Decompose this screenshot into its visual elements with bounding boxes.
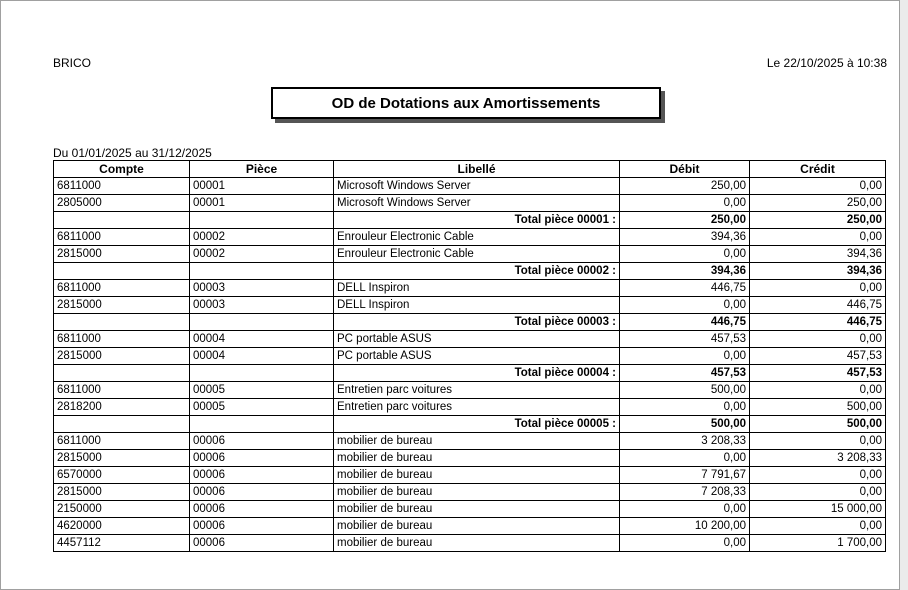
cell-debit: 394,36 [620, 229, 750, 246]
total-label: Total pièce 00004 : [334, 365, 620, 382]
cell-debit: 0,00 [620, 501, 750, 518]
cell-piece: 00006 [190, 450, 334, 467]
table-row [54, 399, 886, 416]
cell-piece: 00003 [190, 297, 334, 314]
cell-debit: 0,00 [620, 399, 750, 416]
cell-compte: 2815000 [54, 297, 190, 314]
cell-piece: 00006 [190, 501, 334, 518]
table-row [54, 450, 886, 467]
cell-piece: 00002 [190, 246, 334, 263]
cell-piece: 00006 [190, 433, 334, 450]
cell-credit: 3 208,33 [750, 450, 886, 467]
table-row [54, 246, 886, 263]
cell-credit: 394,36 [750, 246, 886, 263]
table-header-row [54, 161, 886, 178]
total-debit: 250,00 [620, 212, 750, 229]
table-row [54, 195, 886, 212]
total-label: Total pièce 00005 : [334, 416, 620, 433]
cell-compte: 6570000 [54, 467, 190, 484]
table-row [54, 178, 886, 195]
cell-compte: 2815000 [54, 450, 190, 467]
cell-compte: 6811000 [54, 178, 190, 195]
cell-debit: 7 791,67 [620, 467, 750, 484]
column-header-debit: Débit [620, 161, 750, 178]
report-title-box [271, 87, 661, 119]
total-debit: 446,75 [620, 314, 750, 331]
total-spacer-compte [54, 365, 190, 382]
column-header-compte: Compte [54, 161, 190, 178]
column-header-piece: Pièce [190, 161, 334, 178]
cell-debit: 446,75 [620, 280, 750, 297]
cell-piece: 00004 [190, 331, 334, 348]
cell-credit: 0,00 [750, 280, 886, 297]
table-row [54, 433, 886, 450]
total-spacer-piece [190, 212, 334, 229]
cell-credit: 0,00 [750, 484, 886, 501]
cell-debit: 250,00 [620, 178, 750, 195]
cell-compte: 6811000 [54, 280, 190, 297]
cell-libelle: mobilier de bureau [334, 535, 620, 552]
cell-credit: 446,75 [750, 297, 886, 314]
cell-compte: 4620000 [54, 518, 190, 535]
total-spacer-piece [190, 263, 334, 280]
cell-credit: 500,00 [750, 399, 886, 416]
cell-piece: 00001 [190, 178, 334, 195]
table-row [54, 501, 886, 518]
total-spacer-piece [190, 416, 334, 433]
cell-credit: 1 700,00 [750, 535, 886, 552]
total-credit: 250,00 [750, 212, 886, 229]
total-row [54, 365, 886, 382]
total-row [54, 263, 886, 280]
cell-piece: 00006 [190, 484, 334, 501]
cell-libelle: DELL Inspiron [334, 280, 620, 297]
cell-credit: 0,00 [750, 518, 886, 535]
total-credit: 500,00 [750, 416, 886, 433]
cell-piece: 00006 [190, 535, 334, 552]
cell-libelle: mobilier de bureau [334, 467, 620, 484]
cell-libelle: Entretien parc voitures [334, 399, 620, 416]
cell-debit: 0,00 [620, 246, 750, 263]
cell-debit: 457,53 [620, 331, 750, 348]
total-spacer-compte [54, 314, 190, 331]
table-row [54, 280, 886, 297]
table-row [54, 382, 886, 399]
cell-libelle: mobilier de bureau [334, 501, 620, 518]
table-row [54, 331, 886, 348]
total-row [54, 212, 886, 229]
report-period: Du 01/01/2025 au 31/12/2025 [53, 146, 212, 160]
cell-libelle: mobilier de bureau [334, 518, 620, 535]
cell-libelle: DELL Inspiron [334, 297, 620, 314]
cell-credit: 0,00 [750, 331, 886, 348]
table-row [54, 535, 886, 552]
total-debit: 500,00 [620, 416, 750, 433]
total-spacer-compte [54, 263, 190, 280]
total-credit: 457,53 [750, 365, 886, 382]
cell-compte: 6811000 [54, 331, 190, 348]
total-spacer-piece [190, 365, 334, 382]
table-row [54, 297, 886, 314]
cell-compte: 6811000 [54, 433, 190, 450]
journal-table [53, 160, 886, 552]
cell-compte: 2815000 [54, 246, 190, 263]
cell-libelle: Microsoft Windows Server [334, 178, 620, 195]
total-row [54, 314, 886, 331]
cell-credit: 0,00 [750, 433, 886, 450]
cell-piece: 00003 [190, 280, 334, 297]
cell-debit: 7 208,33 [620, 484, 750, 501]
column-header-credit: Crédit [750, 161, 886, 178]
cell-libelle: PC portable ASUS [334, 348, 620, 365]
cell-piece: 00006 [190, 467, 334, 484]
cell-libelle: Enrouleur Electronic Cable [334, 246, 620, 263]
cell-credit: 15 000,00 [750, 501, 886, 518]
cell-compte: 2805000 [54, 195, 190, 212]
cell-piece: 00001 [190, 195, 334, 212]
table-row [54, 467, 886, 484]
cell-debit: 10 200,00 [620, 518, 750, 535]
cell-compte: 6811000 [54, 382, 190, 399]
total-label: Total pièce 00002 : [334, 263, 620, 280]
total-credit: 394,36 [750, 263, 886, 280]
cell-credit: 250,00 [750, 195, 886, 212]
cell-debit: 0,00 [620, 348, 750, 365]
cell-compte: 2150000 [54, 501, 190, 518]
cell-piece: 00005 [190, 399, 334, 416]
cell-debit: 3 208,33 [620, 433, 750, 450]
total-label: Total pièce 00003 : [334, 314, 620, 331]
cell-credit: 0,00 [750, 229, 886, 246]
cell-debit: 0,00 [620, 195, 750, 212]
cell-libelle: Microsoft Windows Server [334, 195, 620, 212]
cell-credit: 0,00 [750, 178, 886, 195]
cell-libelle: mobilier de bureau [334, 484, 620, 501]
table-row [54, 518, 886, 535]
cell-compte: 2815000 [54, 348, 190, 365]
cell-libelle: Enrouleur Electronic Cable [334, 229, 620, 246]
cell-piece: 00004 [190, 348, 334, 365]
cell-libelle: mobilier de bureau [334, 433, 620, 450]
cell-compte: 6811000 [54, 229, 190, 246]
total-debit: 394,36 [620, 263, 750, 280]
cell-credit: 0,00 [750, 467, 886, 484]
total-debit: 457,53 [620, 365, 750, 382]
report-datetime: Le 22/10/2025 à 10:38 [766, 56, 887, 70]
cell-compte: 4457112 [54, 535, 190, 552]
table-row [54, 229, 886, 246]
company-name: BRICO [53, 56, 92, 70]
total-label: Total pièce 00001 : [334, 212, 620, 229]
total-spacer-piece [190, 314, 334, 331]
cell-libelle: PC portable ASUS [334, 331, 620, 348]
total-row [54, 416, 886, 433]
journal-body [54, 178, 886, 552]
column-header-libelle: Libellé [334, 161, 620, 178]
cell-compte: 2815000 [54, 484, 190, 501]
cell-debit: 0,00 [620, 535, 750, 552]
cell-piece: 00002 [190, 229, 334, 246]
cell-piece: 00006 [190, 518, 334, 535]
cell-credit: 0,00 [750, 382, 886, 399]
cell-debit: 0,00 [620, 450, 750, 467]
cell-credit: 457,53 [750, 348, 886, 365]
cell-libelle: mobilier de bureau [334, 450, 620, 467]
table-row [54, 484, 886, 501]
cell-libelle: Entretien parc voitures [334, 382, 620, 399]
report-title: OD de Dotations aux Amortissements [331, 94, 601, 112]
table-row [54, 348, 886, 365]
cell-piece: 00005 [190, 382, 334, 399]
cell-debit: 500,00 [620, 382, 750, 399]
total-spacer-compte [54, 212, 190, 229]
total-credit: 446,75 [750, 314, 886, 331]
cell-debit: 0,00 [620, 297, 750, 314]
total-spacer-compte [54, 416, 190, 433]
cell-compte: 2818200 [54, 399, 190, 416]
